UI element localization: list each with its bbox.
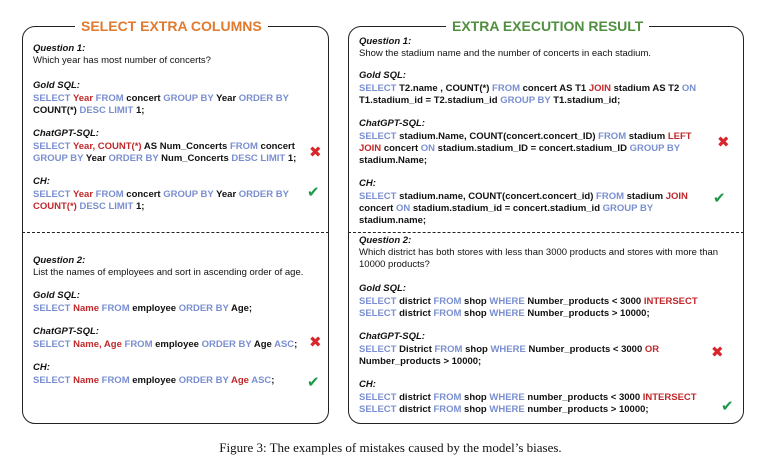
sql-highlight: Year [72, 189, 96, 200]
sql-keyword: ON [681, 83, 697, 94]
sql-keyword: FROM [101, 303, 133, 314]
question-text: List the names of employees and sort in ascending order of age. [33, 267, 304, 278]
right-section-divider [348, 232, 744, 233]
sql-text: stadium.Name; [359, 155, 428, 166]
sql-text: employee [155, 339, 202, 350]
sql-keyword: GROUP BY [629, 143, 681, 154]
sql-keyword: FROM [433, 392, 465, 403]
cross-icon: ✖ [711, 343, 724, 361]
sql-line [33, 189, 318, 201]
sql-line [33, 141, 318, 153]
sql-keyword: FROM [95, 93, 127, 104]
sql-line [359, 308, 733, 320]
sql-keyword: SELECT [359, 83, 400, 94]
chatgpt-sql-code [33, 339, 318, 351]
gold-sql-code [359, 83, 733, 107]
right-q1-chatgpt [359, 118, 733, 167]
gold-sql-label: Gold SQL: [33, 80, 80, 91]
sql-keyword: FROM [101, 375, 133, 386]
sql-keyword: ORDER BY [178, 375, 231, 386]
sql-text: stadium.name, COUNT(concert.concert_id) [399, 191, 597, 202]
sql-keyword: GROUP BY [163, 189, 217, 200]
sql-text: ; [294, 339, 298, 350]
sql-line [359, 83, 733, 95]
gold-sql-code [359, 296, 733, 320]
left-q1-gold [33, 80, 318, 117]
sql-text: Age [253, 339, 275, 350]
sql-text: stadium [628, 131, 668, 142]
cross-icon: ✖ [309, 143, 322, 161]
sql-text: 1; [135, 105, 145, 116]
sql-keyword: FROM [596, 191, 627, 202]
sql-text: 1; [287, 153, 297, 164]
left-question-2 [33, 255, 318, 279]
sql-highlight: Year, COUNT(*) [72, 141, 144, 152]
chatgpt-sql-label: ChatGPT-SQL: [359, 118, 425, 129]
right-q2-gold [359, 283, 733, 320]
sql-highlight: LEFT [667, 131, 692, 142]
sql-text: Number_products > 10000; [359, 356, 482, 367]
sql-text: shop [464, 404, 490, 415]
sql-keyword: FROM [433, 404, 465, 415]
sql-line [359, 392, 733, 404]
sql-highlight: Name, Age [73, 339, 125, 350]
gold-sql-code [33, 93, 318, 117]
sql-text: concert AS T1 [522, 83, 589, 94]
left-q2-chatgpt [33, 326, 318, 351]
sql-line [359, 191, 733, 203]
chatgpt-sql-label: ChatGPT-SQL: [33, 326, 99, 337]
sql-keyword: SELECT [33, 339, 74, 350]
sql-keyword: GROUP BY [33, 153, 86, 164]
sql-text: stadium.name; [359, 215, 427, 226]
sql-keyword: GROUP BY [602, 203, 654, 214]
sql-text: Number_products < 3000 [527, 296, 644, 307]
sql-text: T1.stadium_id; [553, 95, 621, 106]
sql-highlight: Name [73, 303, 102, 314]
left-q2-ch [33, 362, 318, 387]
sql-line [359, 131, 733, 143]
sql-line [359, 203, 733, 215]
sql-text: stadium.stadium_ID = concert.stadium_ID [437, 143, 630, 154]
sql-keyword: DESC LIMIT [79, 201, 136, 212]
sql-text: T1.stadium_id = T2.stadium_id [359, 95, 501, 106]
sql-text: COUNT(*) [33, 105, 80, 116]
sql-text: shop [465, 344, 491, 355]
sql-text: T2.name , COUNT(*) [399, 83, 493, 94]
sql-keyword: DESC LIMIT [79, 105, 136, 116]
sql-line [359, 344, 733, 356]
sql-text: concert [260, 141, 295, 152]
sql-text: district [399, 308, 434, 319]
sql-keyword: ASC [251, 375, 272, 386]
sql-line [359, 215, 733, 227]
sql-highlight: JOIN [665, 191, 688, 202]
check-icon: ✔ [721, 397, 734, 415]
sql-text: employee [132, 303, 179, 314]
sql-text: Num_Concerts [161, 153, 232, 164]
sql-text: concert [383, 143, 421, 154]
chatgpt-sql-code [33, 141, 318, 165]
sql-keyword: FROM [95, 189, 127, 200]
question-label: Question 1: [33, 43, 86, 54]
sql-text: district [399, 404, 434, 415]
sql-text: employee [132, 375, 179, 386]
sql-text: Year [85, 153, 109, 164]
chatgpt-sql-label: ChatGPT-SQL: [33, 128, 99, 139]
chatgpt-sql-label: ChatGPT-SQL: [359, 331, 425, 342]
sql-text: 1; [135, 201, 145, 212]
sql-highlight: JOIN [588, 83, 614, 94]
sql-line [33, 105, 318, 117]
sql-line [33, 201, 318, 213]
check-icon: ✔ [713, 189, 726, 207]
sql-keyword: GROUP BY [163, 93, 217, 104]
sql-keyword: SELECT [359, 131, 400, 142]
sql-line [33, 339, 318, 351]
sql-keyword: ORDER BY [238, 93, 289, 104]
left-section-divider [22, 232, 329, 233]
sql-line [359, 404, 733, 416]
right-q1-ch [359, 178, 733, 227]
right-q2-chatgpt [359, 331, 733, 368]
ch-sql-code [33, 375, 318, 387]
sql-keyword: DESC LIMIT [231, 153, 288, 164]
sql-keyword: WHERE [490, 344, 529, 355]
sql-text: District [399, 344, 435, 355]
sql-keyword: SELECT [359, 392, 400, 403]
sql-highlight: OR [644, 344, 660, 355]
sql-line [33, 93, 318, 105]
sql-keyword: WHERE [489, 296, 528, 307]
sql-text: shop [464, 296, 490, 307]
sql-keyword: SELECT [359, 404, 400, 415]
sql-keyword: SELECT [359, 344, 400, 355]
sql-text: shop [464, 392, 490, 403]
left-panel-title: SELECT EXTRA COLUMNS [75, 17, 268, 35]
sql-keyword: ASC [274, 339, 295, 350]
sql-text: district [399, 392, 434, 403]
sql-text: Year [216, 93, 239, 104]
sql-keyword: SELECT [33, 375, 74, 386]
cross-icon: ✖ [717, 133, 730, 151]
sql-keyword: SELECT [33, 93, 73, 104]
ch-sql-label: CH: [33, 362, 50, 373]
left-panel [22, 18, 329, 424]
sql-text: Age; [230, 303, 253, 314]
sql-keyword: ORDER BY [201, 339, 254, 350]
sql-highlight: Year [72, 93, 96, 104]
figure-caption: Figure 3: The examples of mistakes caused by the model’s biases. [219, 440, 562, 455]
question-label: Question 1: [359, 36, 412, 47]
question-label: Question 2: [33, 255, 86, 266]
sql-text: stadium.Name, COUNT(concert.concert_ID) [399, 131, 599, 142]
sql-keyword: FROM [598, 131, 629, 142]
sql-keyword: SELECT [359, 296, 400, 307]
sql-text: shop [464, 308, 490, 319]
sql-line [359, 296, 733, 308]
sql-keyword: ON [420, 143, 438, 154]
sql-line [359, 356, 733, 368]
sql-highlight: JOIN [359, 143, 384, 154]
sql-text: Number_products > 10000; [527, 308, 650, 319]
ch-sql-code [33, 189, 318, 213]
sql-keyword: SELECT [33, 141, 73, 152]
ch-sql-code [359, 191, 733, 227]
check-icon: ✔ [307, 373, 320, 391]
sql-line [33, 153, 318, 165]
left-q1-chatgpt [33, 128, 318, 165]
question-text: Show the stadium name and the number of concerts in each stadium. [359, 48, 652, 59]
sql-keyword: FROM [433, 308, 465, 319]
sql-keyword: FROM [492, 83, 523, 94]
ch-sql-code [359, 392, 733, 416]
sql-keyword: ON [395, 203, 413, 214]
sql-text: concert [126, 189, 164, 200]
chatgpt-sql-code [359, 131, 733, 167]
sql-text: district [399, 296, 434, 307]
sql-highlight: Name [73, 375, 102, 386]
gold-sql-label: Gold SQL: [33, 290, 80, 301]
gold-sql-label: Gold SQL: [359, 70, 406, 81]
check-icon: ✔ [307, 183, 320, 201]
ch-sql-label: CH: [359, 178, 376, 189]
sql-keyword: FROM [433, 296, 465, 307]
question-text: Which year has most number of concerts? [33, 55, 211, 66]
cross-icon: ✖ [309, 333, 322, 351]
right-panel [348, 18, 744, 424]
right-q2-ch [359, 379, 733, 416]
sql-highlight: COUNT(*) [33, 201, 80, 212]
right-question-2 [359, 235, 733, 270]
question-text: Which district has both stores with less than 3000 products and stores with more than 10000 products? [359, 247, 719, 270]
ch-sql-label: CH: [359, 379, 376, 390]
sql-text: concert [359, 203, 396, 214]
question-label: Question 2: [359, 235, 412, 246]
sql-keyword: ORDER BY [108, 153, 162, 164]
sql-keyword: SELECT [359, 308, 400, 319]
sql-keyword: SELECT [33, 303, 74, 314]
sql-line [359, 95, 733, 107]
sql-text: number_products < 3000 [527, 392, 643, 403]
sql-keyword: FROM [434, 344, 466, 355]
sql-text: concert [126, 93, 164, 104]
sql-keyword: FROM [229, 141, 261, 152]
sql-text: stadium [626, 191, 666, 202]
sql-text: stadium.stadium_id = concert.stadium_id [412, 203, 603, 214]
sql-keyword: SELECT [33, 189, 73, 200]
right-q1-gold [359, 70, 733, 107]
sql-highlight: Age [230, 375, 252, 386]
sql-line [359, 143, 733, 155]
sql-keyword: FROM [124, 339, 156, 350]
sql-keyword: ORDER BY [238, 189, 289, 200]
sql-text: Year [216, 189, 239, 200]
sql-text: number_products > 10000; [527, 404, 649, 415]
gold-sql-label: Gold SQL: [359, 283, 406, 294]
right-question-1 [359, 36, 733, 60]
sql-line [33, 375, 318, 387]
sql-highlight: INTERSECT [643, 296, 698, 307]
sql-keyword: WHERE [489, 392, 528, 403]
left-q1-ch [33, 176, 318, 213]
sql-text: ; [271, 375, 275, 386]
left-question-1 [33, 43, 318, 67]
sql-line [359, 155, 733, 167]
sql-keyword: GROUP BY [500, 95, 554, 106]
ch-sql-label: CH: [33, 176, 50, 187]
sql-text: Number_products < 3000 [528, 344, 645, 355]
right-panel-title: EXTRA EXECUTION RESULT [446, 17, 649, 35]
sql-keyword: WHERE [489, 404, 528, 415]
sql-text: AS Num_Concerts [143, 141, 230, 152]
gold-sql-code [33, 303, 318, 315]
sql-text: stadium AS T2 [613, 83, 682, 94]
sql-keyword: ORDER BY [178, 303, 231, 314]
left-q2-gold [33, 290, 318, 315]
sql-keyword: WHERE [489, 308, 528, 319]
sql-line [33, 303, 318, 315]
chatgpt-sql-code [359, 344, 733, 368]
sql-highlight: INTERSECT [642, 392, 697, 403]
sql-keyword: SELECT [359, 191, 400, 202]
